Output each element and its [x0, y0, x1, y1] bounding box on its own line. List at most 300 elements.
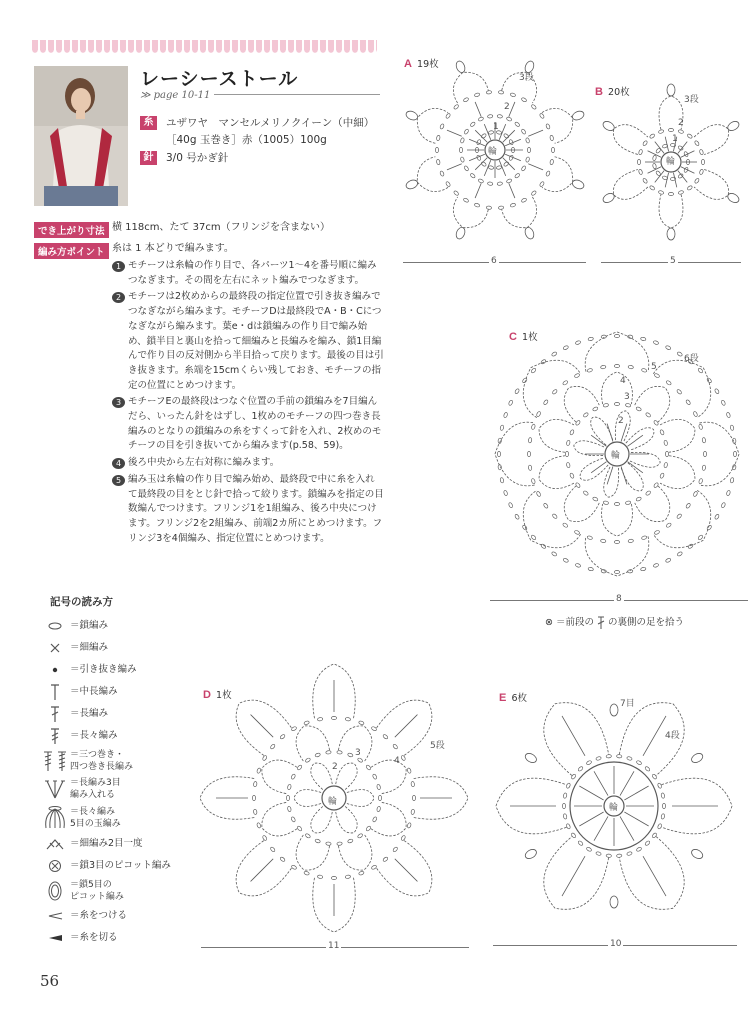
legend-item	[40, 726, 200, 746]
chain-mark	[326, 842, 332, 846]
step-text: 編み玉は糸輪の作り目で編み始め、最終段で中に糸を入れて最終段の目をとじ針で拾って絞ります。鎖編みを指定の目数編んでつけます。フリンジ1を1組編み、後ろ中央につけます。フリンジ2を2組編み、前端2カ所にとめつけます。フリンジ3を4個編み、指定位置にとめつけます。	[128, 473, 384, 544]
motif-a-row-1: 1	[493, 122, 499, 132]
chain-mark	[540, 359, 546, 365]
chain-mark	[412, 795, 415, 800]
chain-mark	[514, 514, 519, 520]
stitch-mark	[607, 466, 613, 484]
instructions-tag: 編み方ポイント	[34, 243, 109, 259]
sc-two-together-icon	[40, 834, 70, 854]
chain-mark	[644, 766, 650, 772]
chain-mark	[550, 159, 554, 165]
petal-outline	[613, 170, 647, 200]
legend-item	[40, 748, 200, 774]
petal-outline	[542, 157, 573, 192]
chain-mark	[685, 399, 691, 405]
chain-mark	[358, 871, 364, 876]
chain-mark	[592, 496, 598, 501]
chain-mark	[527, 451, 530, 456]
instructions-intro: 糸は 1 本どりで編みます。	[112, 243, 234, 254]
chain-mark	[661, 793, 665, 799]
chain-mark	[578, 766, 584, 772]
legend-title: 記号の読み方	[50, 596, 113, 608]
header-lace-band	[32, 40, 377, 50]
chain-mark	[252, 795, 255, 800]
chain-mark	[527, 147, 530, 152]
motif-c-row-5: 5	[651, 362, 657, 372]
chain-mark	[522, 525, 528, 531]
chain-mark	[638, 149, 643, 155]
chain-mark	[566, 783, 571, 789]
stitch-mark	[251, 859, 274, 882]
petal-outline	[629, 452, 660, 467]
petal-outline	[653, 360, 710, 417]
chain-mark	[652, 832, 658, 838]
instruction-steps	[112, 259, 384, 548]
chain-mark	[592, 406, 598, 411]
chain-mark	[474, 93, 480, 98]
motif-a-row-3: 3段	[519, 73, 534, 83]
chain-mark	[566, 440, 570, 446]
chain-mark	[531, 424, 536, 430]
chain-mark	[578, 840, 584, 846]
petal-outline	[296, 726, 329, 761]
chain-mark	[730, 477, 734, 483]
chain-mark	[654, 373, 660, 378]
chain-mark	[253, 809, 257, 815]
chain-mark	[654, 530, 660, 535]
motif-d-row-4: 4	[394, 756, 400, 766]
chain-mark	[358, 720, 364, 725]
motif-e-letter: E	[499, 692, 507, 704]
instruction-step	[112, 290, 384, 393]
stitch-mark	[648, 151, 662, 158]
step-text: モチーフEの最終段はつなぐ位置の手前の鎖編みを7目編んだら、いったん針をはずし、1枚めのモチーフの四つ巻き長編みのとなりの鎖編みの糸をすくって針を入れ、2枚めのモチーフの目を引き抜いてから編みます(p.58、59)。	[128, 396, 382, 452]
stitch-mark	[562, 716, 585, 756]
chain-mark	[552, 389, 558, 395]
motif-b-count: 20枚	[608, 87, 630, 98]
chain-mark	[514, 173, 520, 179]
chain-mark	[726, 412, 731, 418]
motif-a-width: 6	[491, 256, 497, 266]
motif-b-center-label: 輪	[666, 157, 676, 167]
chain-mark	[463, 97, 469, 102]
chain-mark	[721, 502, 726, 508]
chain-mark	[453, 104, 459, 110]
stitch-mark	[469, 154, 485, 161]
chain-mark	[337, 842, 343, 846]
chain-mark	[587, 535, 593, 540]
legend-text: ＝長々編み	[70, 730, 118, 741]
chain-mark	[636, 496, 642, 501]
chain-mark	[641, 368, 647, 373]
chain-mark	[460, 137, 465, 143]
tr-puff-five-icon	[40, 808, 70, 828]
chain-mark	[606, 754, 612, 758]
chain-mark	[706, 377, 712, 383]
chain-mark	[357, 833, 363, 839]
chain-mark	[366, 825, 372, 831]
symbol-note	[545, 614, 684, 630]
slip-stitch-icon	[40, 660, 70, 680]
chain-mark	[315, 839, 321, 844]
chain-mark	[614, 364, 619, 367]
page-reference	[140, 90, 214, 101]
chain-mark	[522, 377, 528, 383]
finished-size-tag: でき上がり寸法	[34, 222, 109, 238]
step-number: 5	[112, 475, 125, 486]
chain-mark	[357, 757, 363, 763]
chain-mark	[401, 755, 406, 761]
chain-mark	[435, 147, 438, 152]
page-ref-arrows: ≫	[140, 90, 151, 101]
petal-outline	[417, 157, 448, 192]
stitch-mark	[591, 462, 606, 473]
chain-mark	[503, 161, 509, 167]
motif-b-row-1: 1	[672, 134, 678, 144]
chain-mark	[583, 412, 589, 418]
chain-mark	[625, 403, 631, 407]
chain-mark	[514, 121, 520, 127]
legend-text: ＝中長編み	[70, 686, 118, 697]
chain-mark	[514, 388, 519, 394]
motif-e-row-4: 4段	[665, 731, 680, 741]
chain-mark	[726, 490, 731, 496]
picot-three-icon	[40, 856, 70, 876]
motif-d-row-3: 3	[355, 748, 361, 758]
chain-mark	[574, 373, 580, 378]
chain-mark	[262, 835, 267, 841]
chain-mark	[305, 757, 311, 763]
stitch-mark	[447, 130, 462, 136]
chain-mark	[291, 726, 297, 731]
chain-mark	[627, 569, 633, 573]
chain-mark	[649, 185, 655, 191]
chain-mark	[583, 490, 589, 496]
chain-mark	[539, 113, 545, 119]
symbol-legend	[40, 616, 200, 950]
chain-mark	[614, 570, 619, 573]
legend-text: ＝糸を切る	[70, 932, 118, 943]
chain-mark	[445, 181, 451, 187]
motif-c-row-4: 4	[620, 376, 626, 386]
chain-mark	[701, 159, 704, 164]
chain-mark	[601, 335, 607, 339]
petal-outline	[336, 806, 357, 833]
chain-mark	[487, 114, 493, 118]
chain-mark	[305, 833, 311, 839]
chain-mark	[550, 135, 554, 141]
stitch-mark	[579, 786, 603, 800]
stitch-mark	[395, 715, 418, 738]
yarn-line-1: ユザワヤ マンセルメリノクイーン（中細）	[166, 117, 375, 129]
chain-mark	[478, 178, 484, 183]
chain-mark	[392, 846, 398, 852]
legend-text: ＝長々編み 5目の玉編み	[70, 807, 121, 829]
chain-mark	[566, 823, 571, 829]
chain-mark	[653, 563, 659, 568]
chain-mark	[407, 822, 412, 828]
legend-item	[40, 660, 200, 680]
chain-mark	[733, 451, 736, 456]
chain-mark	[262, 755, 267, 761]
motif-e-count: 6枚	[511, 693, 527, 704]
chain-mark	[525, 157, 530, 163]
motif-c-letter: C	[509, 331, 517, 343]
chain-mark	[497, 451, 500, 456]
chain-mark	[606, 854, 612, 858]
attach-yarn-icon	[40, 906, 70, 926]
chain-mark	[304, 871, 310, 876]
picot-mark	[667, 84, 675, 96]
chain-mark	[661, 814, 665, 820]
picot-mark	[690, 848, 704, 861]
picot-mark	[610, 896, 618, 908]
petal-outline	[694, 170, 728, 200]
petal-outline	[635, 486, 670, 522]
chain-mark	[636, 847, 642, 852]
chain-mark	[625, 501, 631, 505]
chain-mark	[645, 490, 651, 496]
stitch-mark	[620, 771, 634, 795]
chain-mark	[291, 865, 297, 870]
chain-mark	[280, 856, 286, 862]
chain-mark	[280, 734, 286, 740]
legend-text: ＝引き抜き編み	[70, 664, 137, 675]
stitch-mark	[499, 160, 506, 176]
motif-d-row-5: 5段	[430, 741, 445, 751]
instruction-step	[112, 473, 384, 547]
chain-mark	[706, 525, 712, 531]
page-number: 56	[40, 972, 60, 990]
chain-mark	[659, 429, 664, 435]
legend-item	[40, 906, 200, 926]
chain-mark	[498, 206, 504, 210]
chain-mark	[497, 114, 503, 118]
chain-mark	[614, 502, 619, 505]
stitch-mark	[621, 424, 627, 442]
chain-mark	[659, 473, 664, 479]
chain-mark	[500, 425, 504, 431]
double-crochet-icon	[597, 616, 605, 630]
chain-mark	[571, 774, 577, 780]
chain-mark	[668, 128, 673, 131]
chain-mark	[614, 540, 619, 543]
petal-outline	[542, 108, 573, 143]
chain-mark	[460, 157, 465, 163]
picot-mark	[610, 704, 618, 716]
motif-d-row-2: 2	[332, 762, 338, 772]
chain-mark	[665, 558, 671, 563]
chain-mark	[287, 784, 291, 790]
chain-mark	[732, 438, 736, 444]
chain-mark	[658, 190, 664, 195]
chain-mark	[677, 551, 683, 556]
picot-mark	[455, 226, 467, 240]
chain-mark	[678, 190, 684, 195]
chain-mark	[588, 567, 594, 571]
motif-c-count: 1枚	[522, 332, 538, 343]
step-number: 2	[112, 292, 125, 303]
treble-crochet-icon	[40, 726, 70, 746]
legend-text: ＝鎖5目の ピコット編み	[70, 880, 124, 902]
motif-c-row-2: 2	[618, 416, 624, 426]
stitch-mark	[643, 716, 666, 756]
chain-mark	[545, 171, 550, 177]
motif-a-count: 19枚	[417, 59, 439, 70]
chain-mark	[551, 351, 557, 356]
petal-outline	[660, 419, 695, 452]
petal-outline	[659, 194, 683, 228]
stitch-mark	[484, 160, 491, 176]
chain-mark	[657, 783, 662, 789]
model-photo	[34, 66, 128, 206]
petal-outline	[338, 835, 371, 870]
legend-item	[40, 616, 200, 636]
chain-mark	[525, 137, 530, 143]
chain-mark	[488, 165, 494, 169]
petal-outline	[613, 125, 647, 155]
chain-mark	[642, 178, 648, 184]
chain-mark	[508, 400, 513, 406]
stitch-mark	[395, 859, 418, 882]
picot-mark	[690, 752, 704, 765]
chain-mark	[662, 803, 665, 808]
chain-mark	[539, 181, 545, 187]
chain-mark	[697, 534, 703, 540]
chain-mark	[587, 368, 593, 373]
petal-outline	[523, 360, 580, 417]
chain-mark	[596, 851, 602, 856]
model-photo-illustration	[34, 66, 128, 206]
picot-mark	[405, 178, 419, 190]
chain-mark	[521, 129, 527, 135]
chain-mark	[657, 823, 662, 829]
chain-mark	[510, 93, 516, 98]
chain-mark	[253, 781, 257, 787]
petal-outline	[311, 806, 332, 833]
picot-mark	[524, 848, 538, 861]
chain-mark	[496, 165, 502, 169]
chain-mark	[503, 133, 509, 139]
petal-outline	[347, 790, 374, 807]
chain-mark	[372, 774, 377, 780]
yarn-line-2: ［40g 玉巻き］赤（1005）100g	[166, 134, 327, 146]
chain-mark	[566, 462, 570, 468]
stitch-mark	[475, 102, 481, 117]
chain-mark	[345, 717, 351, 721]
legend-item	[40, 776, 200, 802]
step-number: 3	[112, 397, 125, 408]
chain-mark	[287, 806, 291, 812]
petal-outline	[574, 441, 605, 456]
chain-mark	[376, 806, 380, 812]
chain-mark	[640, 337, 646, 341]
stitch-mark	[579, 812, 603, 826]
chain-mark	[626, 851, 632, 856]
chain-mark	[665, 451, 668, 456]
chain-mark	[497, 182, 503, 186]
chain-mark	[600, 365, 606, 369]
motif-c-row-3: 3	[624, 392, 630, 402]
chain-mark	[401, 835, 406, 841]
page-ref-text: page 10-11	[153, 90, 211, 101]
chain-mark	[699, 169, 704, 175]
stitch-mark	[475, 183, 481, 198]
chain-mark	[286, 795, 289, 800]
stitch-mark	[484, 124, 491, 140]
chain-mark	[616, 754, 622, 758]
chain-mark	[638, 169, 643, 175]
chain-mark	[378, 795, 381, 800]
chain-mark	[652, 155, 656, 161]
chain-mark	[664, 462, 668, 468]
chain-mark	[575, 420, 581, 426]
petal-outline	[626, 428, 654, 450]
chain-mark	[653, 420, 659, 426]
chain-mark	[470, 173, 476, 179]
chain-mark	[521, 165, 527, 171]
note-suffix: の裏側の足を拾う	[608, 617, 685, 628]
motif-b-row-2: 2	[678, 118, 684, 128]
stitch-mark	[499, 124, 506, 140]
chain-mark	[407, 768, 412, 774]
chain-mark	[574, 530, 580, 535]
motif-d-width: 11	[328, 941, 340, 951]
chain-mark	[372, 816, 377, 822]
chain-mark	[331, 716, 336, 719]
chain-mark	[464, 165, 470, 171]
petal-outline	[523, 490, 580, 547]
chain-mark	[693, 491, 698, 497]
stitch-mark	[624, 812, 648, 826]
chain-mark	[702, 465, 706, 471]
chain-mark	[644, 840, 650, 846]
chain-mark	[588, 337, 594, 341]
chain-mark	[531, 190, 537, 196]
petal-outline	[539, 456, 574, 489]
legend-item	[40, 856, 200, 876]
chain-mark	[481, 161, 487, 167]
stitch-mark	[505, 139, 521, 146]
petal-outline	[635, 386, 670, 422]
chain-mark	[551, 551, 557, 556]
motif-c-width: 8	[616, 594, 622, 604]
chain-mark	[562, 522, 568, 528]
motif-e-row-7: 7目	[620, 699, 635, 709]
chain-mark	[665, 345, 671, 350]
instruction-step	[112, 259, 384, 288]
legend-item	[40, 804, 200, 832]
finished-size-value: 横 118cm、たて 37cm（フリンジを含まない）	[112, 222, 330, 233]
chain-mark	[628, 365, 634, 369]
chain-mark	[636, 760, 642, 765]
chain-mark	[569, 429, 574, 435]
motif-b-width: 5	[670, 256, 676, 266]
picot-mark	[455, 60, 467, 74]
chain-mark	[411, 781, 415, 787]
chain-mark	[382, 734, 388, 740]
chain-mark	[586, 760, 592, 765]
stitch-mark	[594, 771, 608, 795]
chain-mark	[470, 121, 476, 127]
chain-mark	[317, 717, 323, 721]
instruction-step	[112, 395, 384, 454]
instruction-step	[112, 456, 384, 471]
chain-mark	[714, 514, 719, 520]
chain-mark	[596, 756, 602, 761]
chain-mark	[436, 159, 440, 165]
chain-mark	[603, 403, 609, 407]
